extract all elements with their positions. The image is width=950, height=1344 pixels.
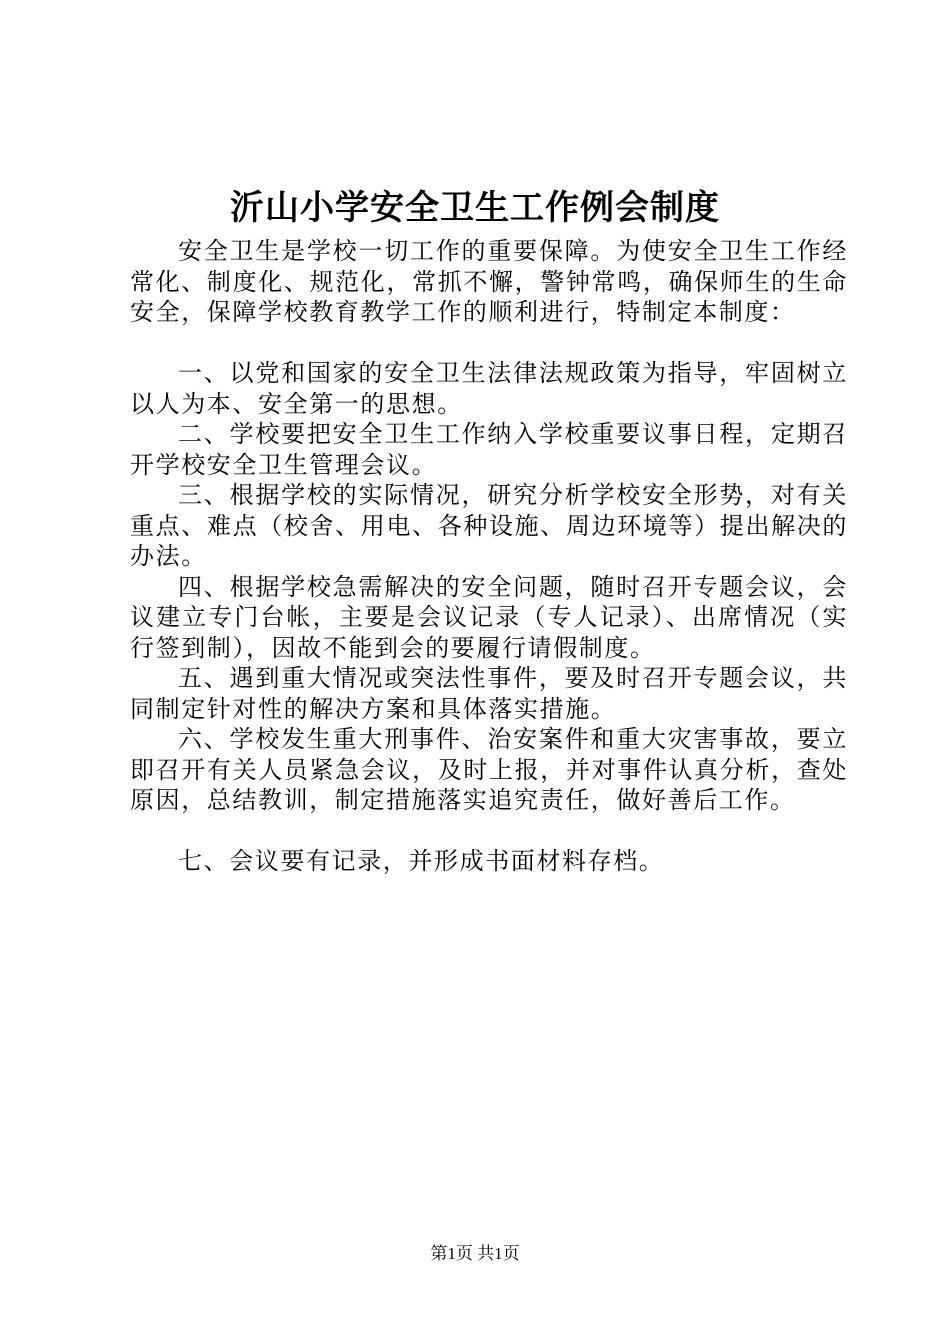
paragraph-spacer [130,328,848,359]
paragraph-spacer [130,816,848,847]
document-title: 沂山小学安全卫生工作例会制度 [230,188,720,228]
item-3-paragraph: 三、根据学校的实际情况，研究分析学校安全形势，对有关重点、难点（校舍、用电、各种设施、周边环境等）提出解决的办法。 [130,481,848,570]
item-7-paragraph: 七、会议要有记录，并形成书面材料存档。 [178,847,665,875]
item-2-paragraph: 二、学校要把安全卫生工作纳入学校重要议事日程，定期召开学校安全卫生管理会议。 [130,420,848,479]
item-1-paragraph: 一、以党和国家的安全卫生法律法规政策为指导，牢固树立以人为本、安全第一的思想。 [130,359,848,418]
page-number-footer: 第1页 共1页 [430,1244,520,1263]
item-5-paragraph: 五、遇到重大情况或突法性事件，要及时召开专题会议，共同制定针对性的解决方案和具体落实措施。 [130,664,848,723]
intro-paragraph: 安全卫生是学校一切工作的重要保障。为使安全卫生工作经常化、制度化、规范化，常抓不懈，警钟常鸣，确保师生的生命安全，保障学校教育教学工作的顺利进行，特制定本制度： [130,237,848,326]
document-body [130,236,848,877]
item-4-paragraph: 四、根据学校急需解决的安全问题，随时召开专题会议，会议建立专门台帐，主要是会议记录（专人记录）、出席情况（实行签到制），因故不能到会的要履行请假制度。 [130,572,848,662]
item-6-paragraph: 六、学校发生重大刑事件、治安案件和重大灾害事故，要立即召开有关人员紧急会议，及时上报，并对事件认真分析，查处原因，总结教训，制定措施落实追究责任，做好善后工作。 [130,725,848,814]
